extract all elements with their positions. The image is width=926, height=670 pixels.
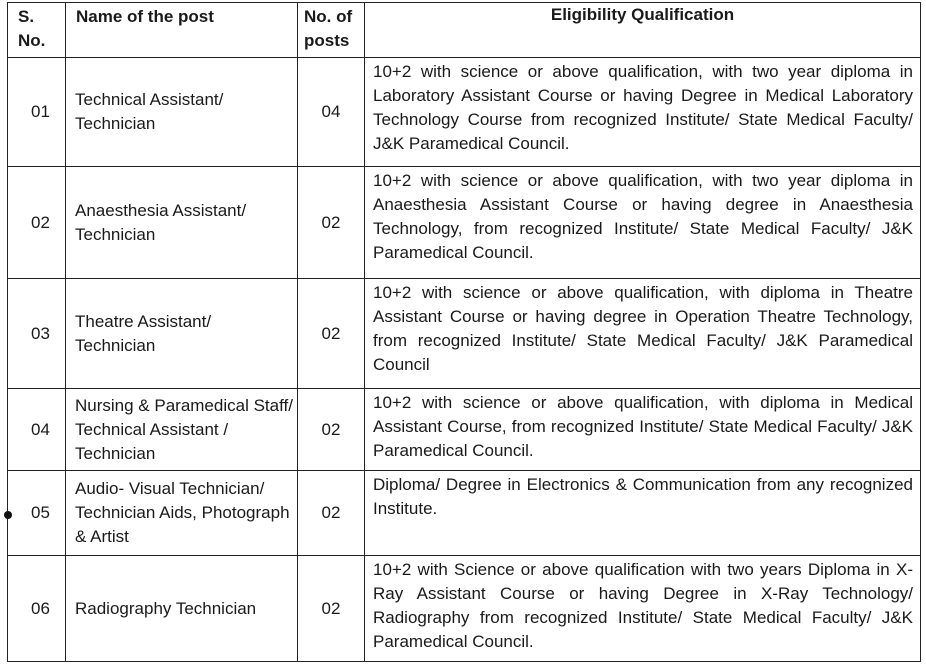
table-row: [8, 279, 921, 389]
cell-sno: 06: [8, 556, 66, 662]
cell-post-count: 02: [298, 471, 365, 556]
cell-post-name: Audio- Visual Technician/ Technician Aids, Photograph & Artist: [66, 471, 298, 556]
table-header-row: [8, 3, 921, 58]
cell-post-count: 02: [298, 279, 365, 389]
header-posts: No. of posts: [298, 3, 365, 58]
cell-post-count: 02: [298, 167, 365, 279]
cell-qualification: 10+2 with Science or above qualification with two years Diploma in X-Ray Assistant Course or having Degree in X-Ray Technology/ Radiography from recognized Institute/ State Medical Faculty/ J&K Paramedical Council.: [365, 556, 921, 662]
header-name: Name of the post: [66, 3, 298, 58]
cell-sno: 04: [8, 389, 66, 471]
eligibility-document: [7, 2, 920, 662]
cell-post-name: Nursing & Paramedical Staff/ Technical Assistant / Technician: [66, 389, 298, 471]
table-row: [8, 471, 921, 556]
cell-post-count: 02: [298, 389, 365, 471]
table-row: [8, 58, 921, 167]
cell-qualification: 10+2 with science or above qualification, with diploma in Medical Assistant Course, from recognized Institute/ State Medical Faculty/ J&K Paramedical Council.: [365, 389, 921, 471]
header-qualification: Eligibility Qualification: [365, 3, 921, 58]
cell-post-name: Radiography Technician: [66, 556, 298, 662]
cell-qualification: 10+2 with science or above qualification, with diploma in Theatre Assistant Course or having degree in Operation Theatre Technology, from recognized Institute/ State Medical Faculty/ J&K Paramedical Council: [365, 279, 921, 389]
bullet-mark: [4, 511, 12, 519]
table-row: [8, 167, 921, 279]
cell-sno: 01: [8, 58, 66, 167]
cell-post-name: Technical Assistant/ Technician: [66, 58, 298, 167]
header-sno: S. No.: [8, 3, 66, 58]
cell-post-count: 02: [298, 556, 365, 662]
cell-post-count: 04: [298, 58, 365, 167]
cell-post-name: Theatre Assistant/ Technician: [66, 279, 298, 389]
cell-sno: 03: [8, 279, 66, 389]
cell-post-name: Anaesthesia Assistant/ Technician: [66, 167, 298, 279]
cell-sno: 05: [8, 471, 66, 556]
cell-qualification: 10+2 with science or above qualification, with two year diploma in Laboratory Assistant Course or having Degree in Medical Laboratory Technology Course from recognized Institute/ State Medical Faculty/ J&K Paramedical Council.: [365, 58, 921, 167]
table-row: [8, 556, 921, 662]
cell-qualification: Diploma/ Degree in Electronics & Communication from any recognized Institute.: [365, 471, 921, 556]
table-row: [8, 389, 921, 471]
posts-table: [7, 2, 921, 662]
cell-qualification: 10+2 with science or above qualification, with two year diploma in Anaesthesia Assistant Course or having degree in Anaesthesia Technology, from recognized Institute/ State Medical Faculty/ J&K Paramedical Council.: [365, 167, 921, 279]
cell-sno: 02: [8, 167, 66, 279]
